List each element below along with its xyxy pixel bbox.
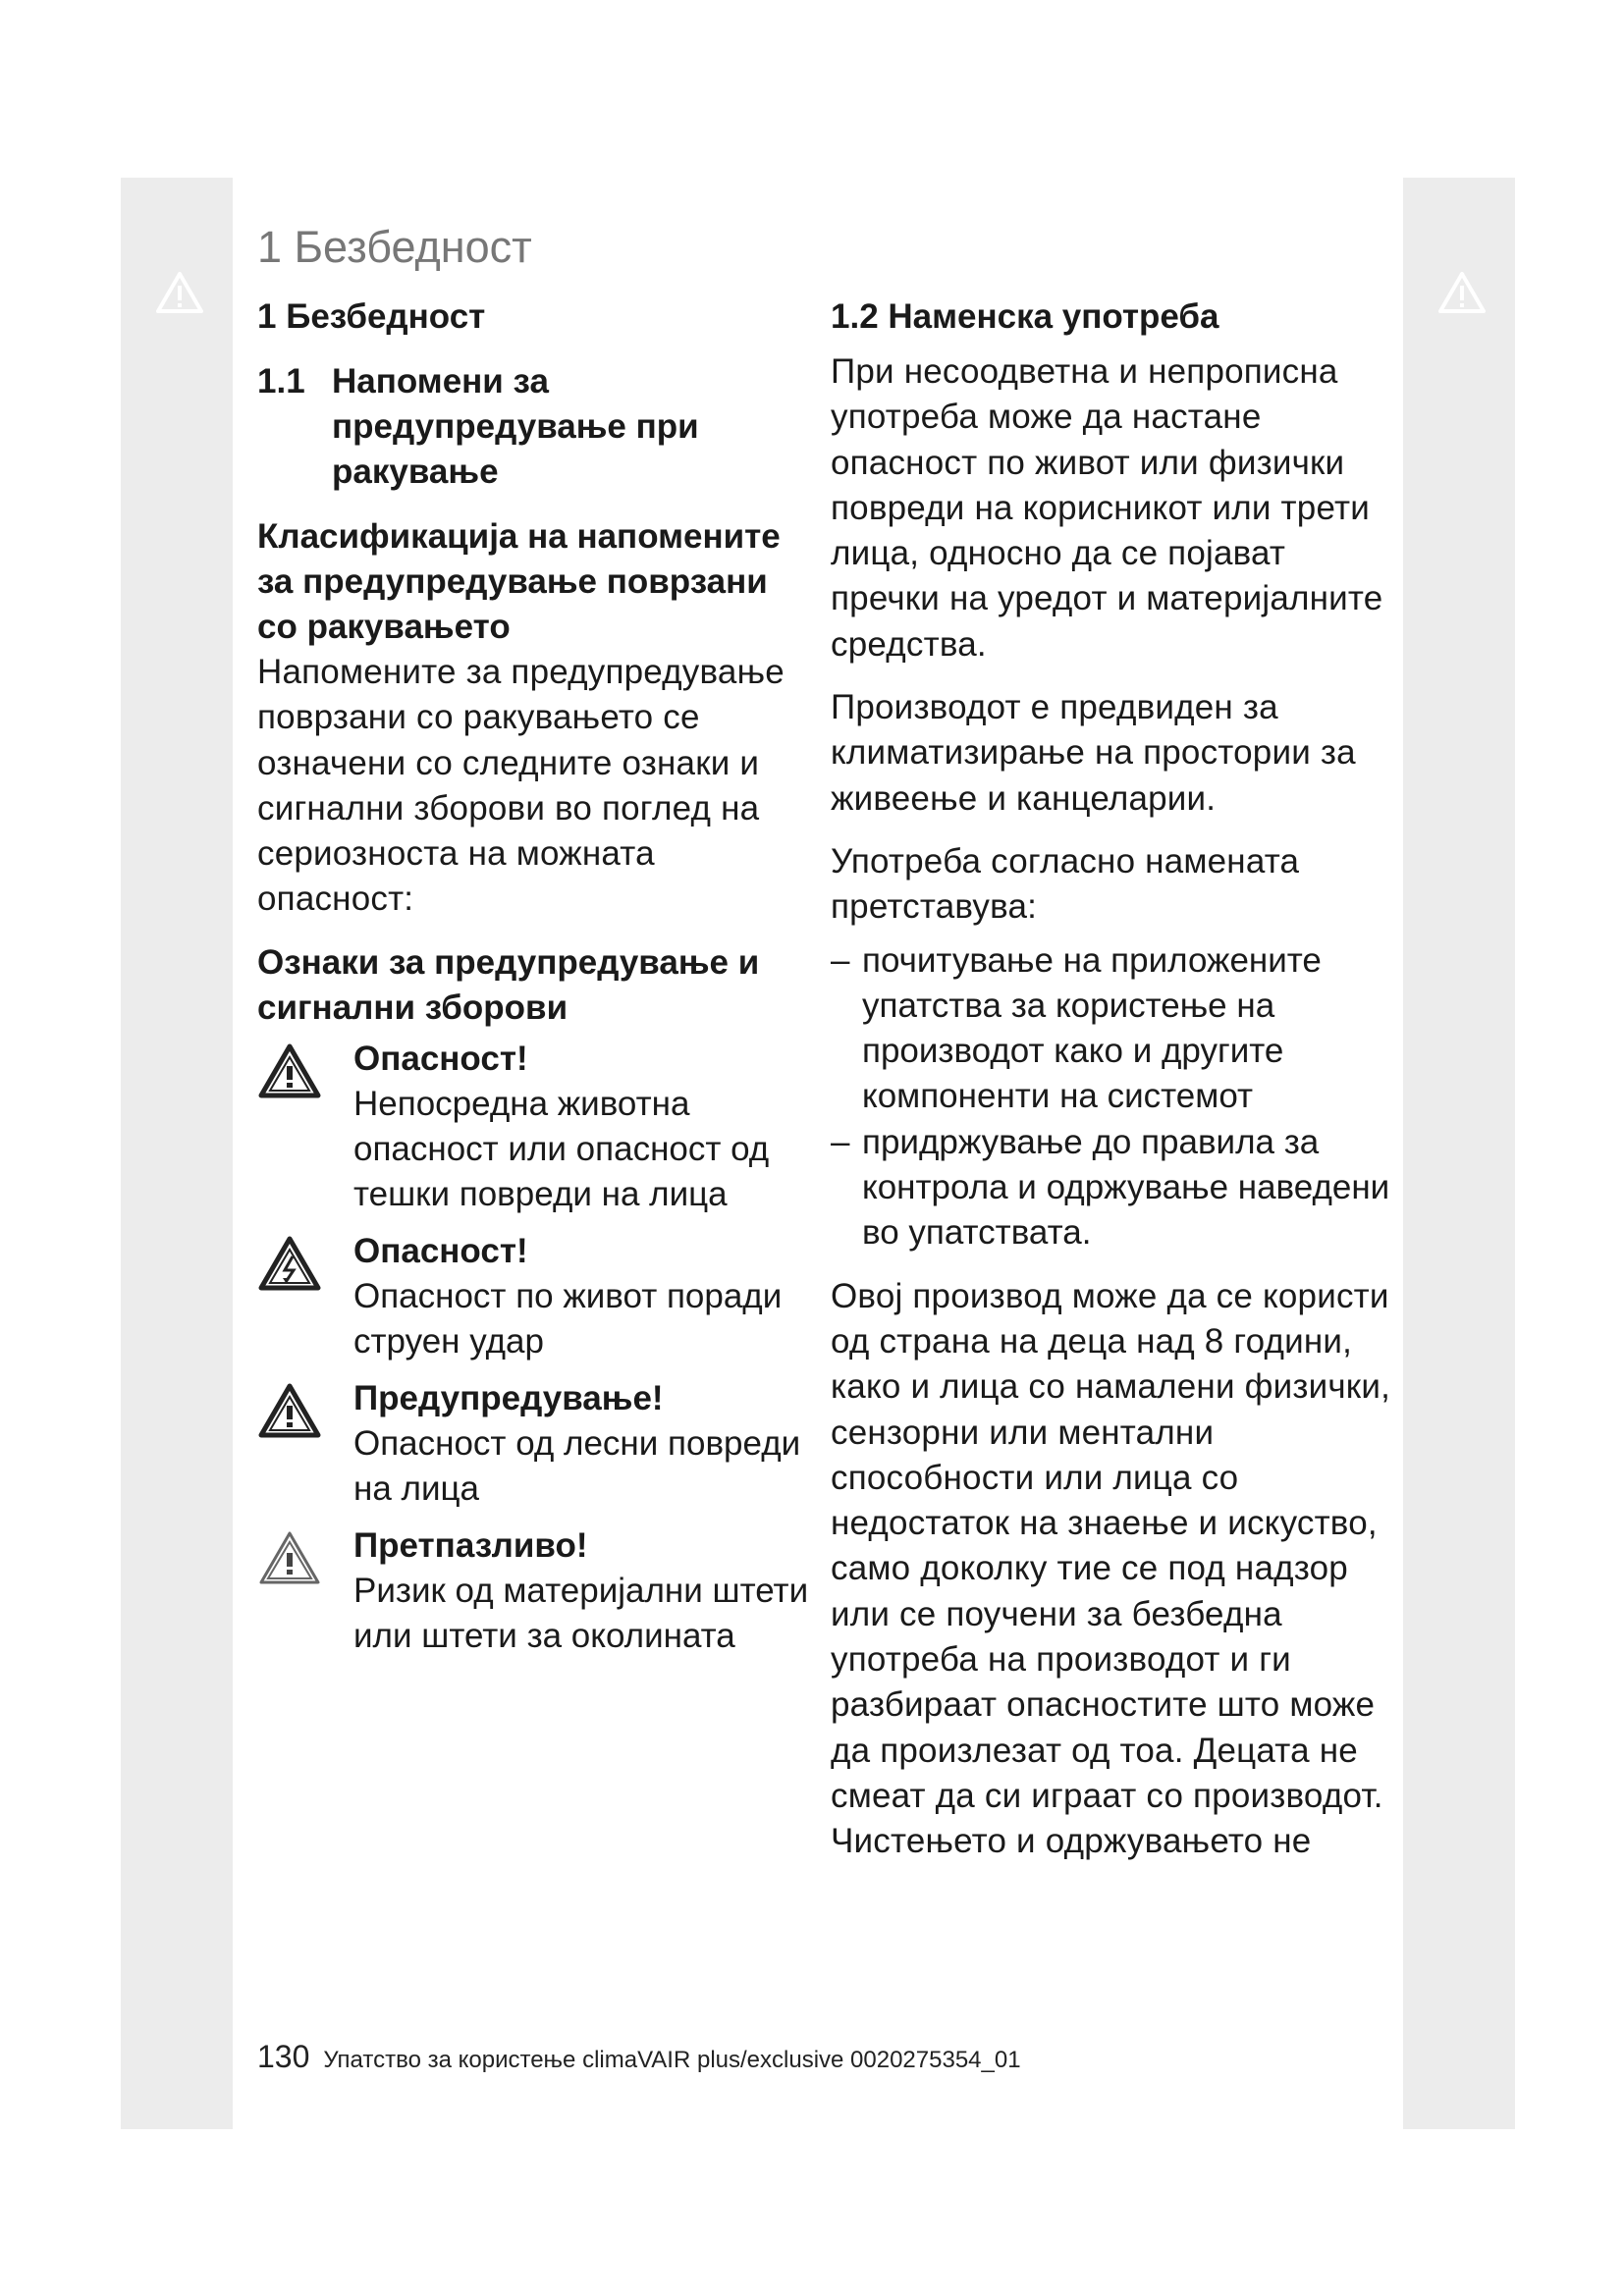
usage-list — [831, 938, 1400, 1256]
warning-title: Предупредување! — [353, 1378, 664, 1417]
running-header-title: 1 Безбедност — [257, 222, 532, 272]
warning-danger — [257, 1037, 812, 1217]
warning-triangle-icon — [1437, 271, 1487, 314]
list-item: – придржување до правила за контрола и одржување наведени во упатствата. — [831, 1120, 1400, 1256]
classification-text: Напомените за предупредување поврзани со ракувањето се означени со следните ознаки и сигнални зборови во поглед на сериозноста на можната опасност: — [257, 653, 785, 919]
signs-heading: Ознаки за предупредување и сигнални зборови — [257, 942, 760, 1027]
paragraph: При несоодветна и непрописна употреба може да настане опасност по живот или физички повреди на корисникот или трети лица, односно да се појават пречки на уредот и материјалните средства. — [831, 352, 1383, 664]
warning-warning — [257, 1376, 812, 1512]
warning-caution — [257, 1523, 812, 1659]
warning-text: Непосредна животна опасност или опасност од тешки повреди на лица — [353, 1084, 770, 1213]
right-margin-band — [1403, 178, 1515, 2129]
warning-text: Опасност по живот поради струен удар — [353, 1276, 783, 1361]
page-number: 130 — [257, 2039, 310, 2074]
warning-triangle-icon — [155, 271, 204, 314]
footer-text: Упатство за користење climaVAIR plus/exclusive 0020275354_01 — [323, 2047, 1021, 2073]
warning-text: Ризик од материјални штети или штети за околината — [353, 1571, 809, 1655]
danger-triangle-icon — [257, 1042, 322, 1099]
left-margin-band — [121, 178, 233, 2129]
classification-heading: Класификација на напомените за предупредување поврзани со ракувањето — [257, 517, 781, 646]
warning-title: Претпазливо! — [353, 1525, 588, 1565]
page-footer — [257, 2039, 1021, 2075]
warning-text: Опасност од лесни повреди на лица — [353, 1423, 801, 1508]
paragraph: Употреба согласно намената претставува: — [831, 841, 1300, 927]
electric-shock-triangle-icon — [257, 1235, 322, 1292]
caution-triangle-icon — [257, 1529, 322, 1586]
subsection-heading — [257, 359, 812, 495]
warning-title: Опасност! — [353, 1231, 528, 1270]
subsection-number: 1.1 — [257, 362, 305, 400]
right-column — [831, 294, 1400, 1883]
warning-electric — [257, 1229, 812, 1364]
list-item: – почитување на приложените упатства за користење на производот како и другите компоненти на системот — [831, 938, 1400, 1120]
paragraph: Производот е предвиден за климатизирање на простории за живеење и канцеларии. — [831, 688, 1356, 818]
warning-title: Опасност! — [353, 1039, 528, 1078]
warning-triangle-icon — [257, 1382, 322, 1439]
subsection-title: Напомени за предупредување при ракување — [332, 362, 699, 491]
section-title: 1 Безбедност — [257, 297, 486, 336]
subsection-title: 1.2 Наменска употреба — [831, 297, 1219, 336]
left-column — [257, 294, 812, 1671]
paragraph: Овој производ може да се користи од страна на деца над 8 години, како и лица со намалени физички, сензорни или ментални способности или лица со недостаток на знаење и искуство, само доколку тие се под надзор или се поучени за безбедна употреба на производот и ги разбираат опасностите што може да произлезат од тоа. Децата не смеат да си играат со производот. Чистењето и одржувањето не — [831, 1276, 1390, 1861]
